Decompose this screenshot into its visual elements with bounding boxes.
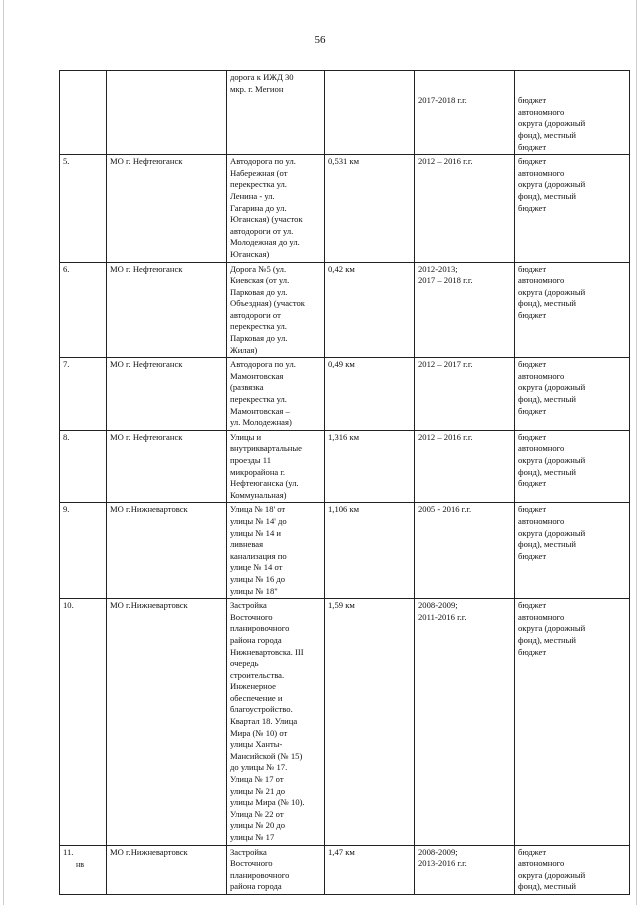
funding-source-line: округа (дорожный bbox=[518, 527, 586, 538]
object-name-line: Восточного bbox=[230, 858, 273, 869]
municipality-cell bbox=[107, 71, 227, 155]
funding-source-line: бюджет bbox=[518, 405, 547, 416]
page-number: 56 bbox=[314, 34, 326, 46]
object-name-line: Инженерное bbox=[230, 681, 276, 692]
funding-source-line: бюджет bbox=[518, 600, 547, 611]
table-row bbox=[60, 845, 630, 894]
table-row bbox=[60, 358, 630, 431]
object-name-line: улицы № 21 до bbox=[230, 785, 286, 796]
object-name-line: до улицы № 17. bbox=[230, 762, 288, 773]
municipality-cell: МО г.Нижневартовск bbox=[107, 845, 227, 894]
row-number-cell: 5. bbox=[60, 155, 107, 262]
table-row bbox=[60, 430, 630, 503]
funding-source-line: бюджет bbox=[518, 504, 547, 515]
object-name-line: Гагарина до ул. bbox=[230, 202, 287, 213]
length-cell: 1,59 км bbox=[325, 599, 415, 845]
municipality-cell: МО г. Нефтеюганск bbox=[107, 155, 227, 262]
object-name-line: Автодорога по ул. bbox=[230, 359, 296, 370]
object-name-line: автодороги от ул. bbox=[230, 225, 294, 236]
funding-source-line: автономного bbox=[518, 858, 565, 869]
length-cell: 1,316 км bbox=[325, 430, 415, 503]
funding-source-cell bbox=[515, 71, 630, 155]
object-name-line: Восточного bbox=[230, 611, 273, 622]
municipality-cell: МО г. Нефтеюганск bbox=[107, 430, 227, 503]
period-line: 2005 - 2016 г.г. bbox=[418, 504, 472, 515]
funding-source-line: округа (дорожный bbox=[518, 179, 586, 190]
object-name-line: (развязка bbox=[230, 382, 264, 393]
row-number-cell: 7. bbox=[60, 358, 107, 431]
funding-source-line: автономного bbox=[518, 611, 565, 622]
funding-source-line: округа (дорожный bbox=[518, 118, 586, 129]
object-name-line: Квартал 18. Улица bbox=[230, 716, 298, 727]
period-line: 2017 – 2018 г.г. bbox=[418, 275, 473, 286]
funding-source-cell bbox=[515, 845, 630, 894]
object-name-cell bbox=[227, 503, 325, 599]
funding-source-line: бюджет bbox=[518, 846, 547, 857]
period-cell bbox=[415, 358, 515, 431]
funding-source-line: бюджет bbox=[518, 359, 547, 370]
funding-source-cell bbox=[515, 599, 630, 845]
object-name-line: Парковая до ул. bbox=[230, 333, 288, 344]
period-line: 2011-2016 г.г. bbox=[418, 611, 467, 622]
funding-source-cell bbox=[515, 430, 630, 503]
municipality-cell: МО г.Нижневартовск bbox=[107, 599, 227, 845]
object-name-line: мкр. г. Мегион bbox=[230, 83, 284, 94]
object-name-line: ливневая bbox=[230, 539, 264, 550]
object-name-line: Юганская) (участок bbox=[230, 214, 303, 225]
funding-source-line bbox=[518, 84, 626, 96]
object-name-line: улицы Мира (№ 10). bbox=[230, 797, 305, 808]
funding-source-line: округа (дорожный bbox=[518, 869, 586, 880]
object-name-line: перекрестка ул. bbox=[230, 321, 287, 332]
table-body bbox=[60, 71, 630, 895]
length-cell bbox=[325, 71, 415, 155]
object-name-cell bbox=[227, 71, 325, 155]
object-name-line: Жилая) bbox=[230, 344, 258, 355]
object-name-line: внутриквартальные bbox=[230, 443, 302, 454]
funding-source-line: бюджет bbox=[518, 141, 547, 152]
length-cell: 0,49 км bbox=[325, 358, 415, 431]
footer-mark: нв bbox=[76, 860, 85, 869]
left-page-edge bbox=[3, 0, 4, 905]
table-row bbox=[60, 503, 630, 599]
period-line: 2017-2018 г.г. bbox=[418, 95, 467, 106]
funding-source-line: фонд), местный bbox=[518, 190, 577, 201]
object-name-line: Молодежная до ул. bbox=[230, 237, 300, 248]
municipality-cell: МО г. Нефтеюганск bbox=[107, 262, 227, 358]
period-cell bbox=[415, 155, 515, 262]
object-name-line: ул. Молодежная) bbox=[230, 417, 292, 428]
funding-source-line: автономного bbox=[518, 275, 565, 286]
object-name-line: Мансийской (№ 15) bbox=[230, 750, 303, 761]
object-name-cell bbox=[227, 155, 325, 262]
object-name-line: Дорога №5 (ул. bbox=[230, 263, 287, 274]
funding-source-line: округа (дорожный bbox=[518, 382, 586, 393]
object-name-line: Ленина - ул. bbox=[230, 190, 275, 201]
row-number-cell bbox=[60, 71, 107, 155]
object-name-line: района города bbox=[230, 634, 282, 645]
funding-source-line: автономного bbox=[518, 515, 565, 526]
object-name-line: улицы № 14 и bbox=[230, 527, 282, 538]
period-cell bbox=[415, 845, 515, 894]
right-page-edge bbox=[636, 0, 637, 905]
object-name-line: района города bbox=[230, 881, 282, 892]
object-name-cell bbox=[227, 845, 325, 894]
funding-source-line: округа (дорожный bbox=[518, 623, 586, 634]
object-name-line: Автодорога по ул. bbox=[230, 156, 296, 167]
row-number-cell: 9. bbox=[60, 503, 107, 599]
object-name-line: улицы № 20 до bbox=[230, 820, 286, 831]
funding-source-line: автономного bbox=[518, 106, 565, 117]
object-name-line: Объездная) (участок bbox=[230, 298, 305, 309]
period-line: 2008-2009; bbox=[418, 600, 458, 611]
funding-source-line: бюджет bbox=[518, 478, 547, 489]
object-name-line: Нефтеюганска (ул. bbox=[230, 478, 299, 489]
funding-source-line: бюджет bbox=[518, 431, 547, 442]
object-name-line: улице № 14 от bbox=[230, 562, 283, 573]
object-name-line: Улица № 18' от bbox=[230, 504, 286, 515]
municipality-cell: МО г. Нефтеюганск bbox=[107, 358, 227, 431]
length-cell: 0,531 км bbox=[325, 155, 415, 262]
period-cell bbox=[415, 71, 515, 155]
funding-source-line: фонд), местный bbox=[518, 634, 577, 645]
object-name-line: улицы № 17 bbox=[230, 832, 275, 842]
object-name-line: Коммунальная) bbox=[230, 489, 287, 500]
row-number-cell: 8. bbox=[60, 430, 107, 503]
object-name-line: Застройка bbox=[230, 846, 267, 857]
funding-source-line: бюджет bbox=[518, 263, 547, 274]
length-cell: 1,47 км bbox=[325, 845, 415, 894]
period-line: 2012-2013; bbox=[418, 263, 458, 274]
funding-source-line: бюджет bbox=[518, 646, 547, 657]
object-name-line: обеспечение и bbox=[230, 692, 283, 703]
object-name-line: улицы № 16 до bbox=[230, 573, 286, 584]
object-name-line: строительства. bbox=[230, 669, 285, 680]
funding-source-line: автономного bbox=[518, 167, 565, 178]
funding-source-line: фонд), местный bbox=[518, 539, 577, 550]
object-name-line: дорога к ИЖД 30 bbox=[230, 72, 294, 82]
object-name-line: Юганская) bbox=[230, 248, 270, 259]
table-row bbox=[60, 155, 630, 262]
length-cell: 0,42 км bbox=[325, 262, 415, 358]
object-name-cell bbox=[227, 430, 325, 503]
object-name-line: Улицы и bbox=[230, 431, 262, 442]
period-cell bbox=[415, 262, 515, 358]
object-name-line: планировочного bbox=[230, 869, 290, 880]
object-name-line: благоустройство. bbox=[230, 704, 293, 715]
funding-source-line: бюджет bbox=[518, 309, 547, 320]
object-name-line: Нижневартовска. III bbox=[230, 646, 304, 657]
row-number-cell: 6. bbox=[60, 262, 107, 358]
row-number-cell: 11. bbox=[60, 845, 107, 894]
table-row bbox=[60, 71, 630, 155]
object-name-line: Улица № 17 от bbox=[230, 774, 284, 785]
object-name-cell bbox=[227, 358, 325, 431]
object-name-line: Мира (№ 10) от bbox=[230, 727, 288, 738]
object-name-line: микрорайона г. bbox=[230, 466, 286, 477]
funding-source-line: бюджет bbox=[518, 550, 547, 561]
funding-source-cell bbox=[515, 262, 630, 358]
funding-source-line: фонд), местный bbox=[518, 466, 577, 477]
funding-source-line: бюджет bbox=[518, 202, 547, 213]
funding-source-line: автономного bbox=[518, 443, 565, 454]
object-name-line: Улица № 22 от bbox=[230, 808, 284, 819]
length-cell: 1,106 км bbox=[325, 503, 415, 599]
period-line: 2013-2016 г.г. bbox=[418, 858, 467, 869]
object-name-line: планировочного bbox=[230, 623, 290, 634]
funding-source-line: фонд), местный bbox=[518, 394, 577, 405]
funding-source-cell bbox=[515, 155, 630, 262]
object-name-line: перекрестка ул. bbox=[230, 394, 287, 405]
object-name-cell bbox=[227, 599, 325, 845]
funding-source-line: бюджет bbox=[518, 156, 547, 167]
period-cell bbox=[415, 599, 515, 845]
period-cell bbox=[415, 430, 515, 503]
object-name-line: автодороги от bbox=[230, 309, 281, 320]
object-name-line: Мамонтовская – bbox=[230, 405, 290, 416]
period-line: 2012 – 2017 г.г. bbox=[418, 359, 473, 370]
funding-source-line bbox=[518, 72, 626, 84]
table-row bbox=[60, 599, 630, 845]
period-cell bbox=[415, 503, 515, 599]
road-objects-table bbox=[59, 70, 630, 895]
object-name-cell bbox=[227, 262, 325, 358]
row-number-cell: 10. bbox=[60, 599, 107, 845]
funding-source-line: фонд), местный bbox=[518, 881, 577, 892]
object-name-line: улицы № 18" bbox=[230, 585, 278, 596]
funding-source-cell bbox=[515, 358, 630, 431]
funding-source-cell bbox=[515, 503, 630, 599]
table-row bbox=[60, 262, 630, 358]
object-name-line: проезды 11 bbox=[230, 455, 272, 465]
funding-source-line: автономного bbox=[518, 370, 565, 381]
funding-source-line: округа (дорожный bbox=[518, 286, 586, 297]
period-line: 2012 – 2016 г.г. bbox=[418, 431, 473, 442]
funding-source-line: фонд), местный bbox=[518, 129, 577, 140]
period-line: 2012 – 2016 г.г. bbox=[418, 156, 473, 167]
object-name-line: Набережная (от bbox=[230, 167, 288, 178]
funding-source-line: бюджет bbox=[518, 95, 547, 106]
object-name-line: Парковая до ул. bbox=[230, 286, 288, 297]
object-name-line: канализация по bbox=[230, 550, 287, 561]
object-name-line: очередь bbox=[230, 658, 259, 669]
period-line: 2008-2009; bbox=[418, 846, 458, 857]
funding-source-line: фонд), местный bbox=[518, 298, 577, 309]
municipality-cell: МО г.Нижневартовск bbox=[107, 503, 227, 599]
object-name-line: улицы Ханты- bbox=[230, 739, 283, 750]
object-name-line: перекрестка ул. bbox=[230, 179, 287, 190]
object-name-line: Застройка bbox=[230, 600, 267, 611]
object-name-line: Киевская (от ул. bbox=[230, 275, 290, 286]
period-line bbox=[418, 72, 511, 84]
object-name-line: Мамонтовская bbox=[230, 370, 284, 381]
object-name-line: улицы № 14' до bbox=[230, 515, 287, 526]
period-line bbox=[418, 84, 511, 96]
funding-source-line: округа (дорожный bbox=[518, 455, 586, 465]
